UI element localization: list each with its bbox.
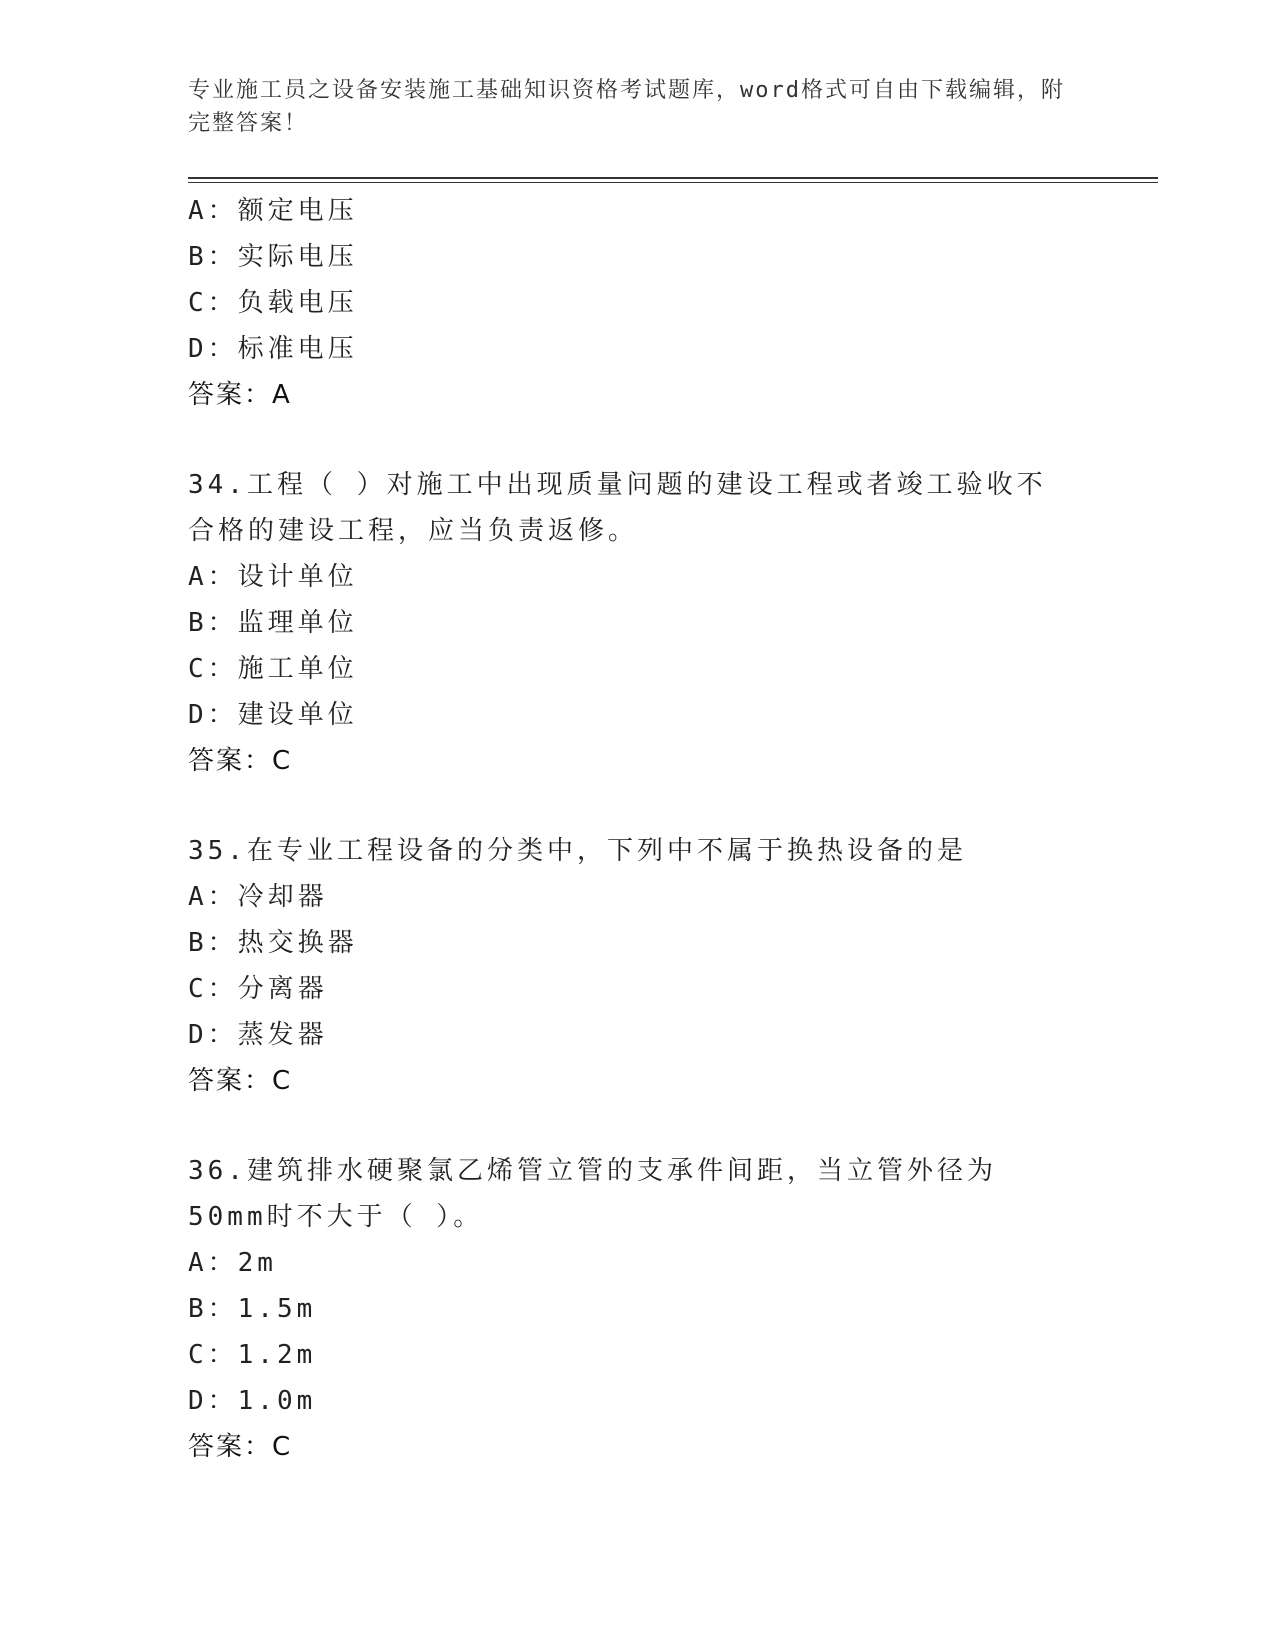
option-d: D：标准电压 <box>188 334 358 364</box>
question-34 <box>188 462 1068 784</box>
option-a: A：冷却器 <box>188 882 328 912</box>
option-c: C：1.2m <box>188 1340 317 1370</box>
question-36 <box>188 1148 1068 1470</box>
option-b: B：热交换器 <box>188 928 358 958</box>
option-c: C：施工单位 <box>188 654 358 684</box>
option-d: D：1.0m <box>188 1386 317 1416</box>
question-title: 34.工程（ ）对施工中出现质量问题的建设工程或者竣工验收不合格的建设工程，应当负责返修。 <box>188 470 1047 546</box>
option-c: C：负载电压 <box>188 288 358 318</box>
option-b: B：1.5m <box>188 1294 317 1324</box>
question-title: 36.建筑排水硬聚氯乙烯管立管的支承件间距，当立管外径为50mm时不大于（ ）。 <box>188 1156 997 1232</box>
header-divider-thin <box>188 182 1158 183</box>
option-c: C：分离器 <box>188 974 328 1004</box>
option-b: B：实际电压 <box>188 242 358 272</box>
option-d: D：蒸发器 <box>188 1020 328 1050</box>
question-title: 35.在专业工程设备的分类中，下列中不属于换热设备的是 <box>188 836 967 866</box>
question-35 <box>188 828 1068 1104</box>
answer-line: 答案：C <box>188 1432 293 1462</box>
option-d: D：建设单位 <box>188 700 358 730</box>
option-a: A：设计单位 <box>188 562 358 592</box>
answer-line: 答案：A <box>188 380 292 410</box>
option-b: B：监理单位 <box>188 608 358 638</box>
option-a: A：2m <box>188 1248 277 1278</box>
answer-line: 答案：C <box>188 746 293 776</box>
question-33-continued <box>188 188 1068 418</box>
option-a: A：额定电压 <box>188 196 358 226</box>
header-divider-thick <box>188 177 1158 179</box>
document-header: 专业施工员之设备安装施工基础知识资格考试题库，word格式可自由下载编辑，附完整答案！ <box>188 78 1065 136</box>
question-list <box>188 188 1068 1470</box>
answer-line: 答案：C <box>188 1066 293 1096</box>
